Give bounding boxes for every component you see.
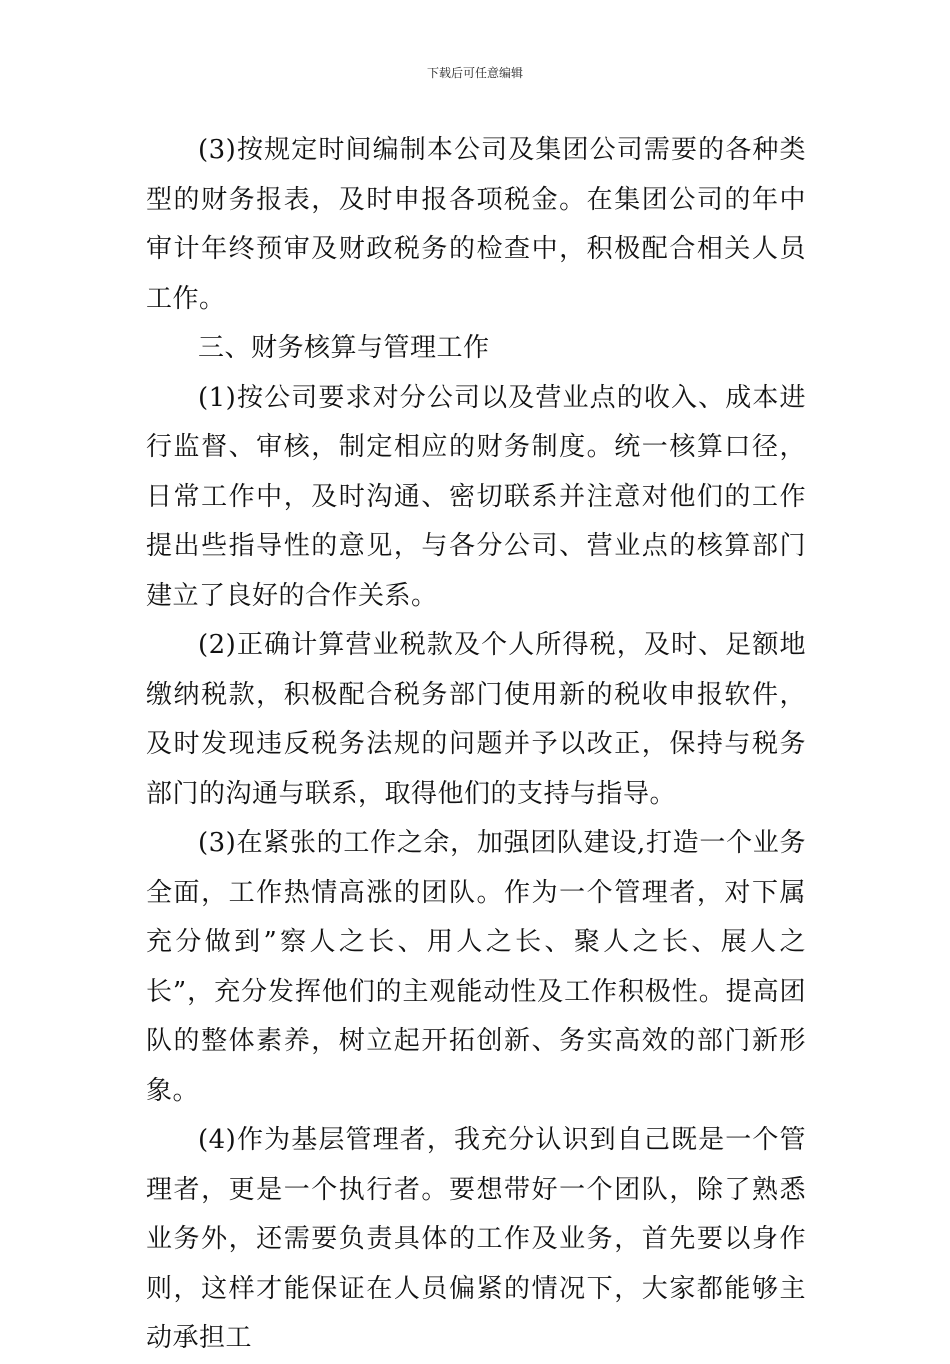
paragraph-branch-supervision: (1)按公司要求对分公司以及营业点的收入、成本进行监督、审核，制定相应的财务制度。统一核算口径，日常工作中，及时沟通、密切联系并注意对他们的工作提出些指导性的意见，与各分公司、营业点的核算部门建立了良好的合作关系。 xyxy=(146,382,806,611)
paragraph-financial-reports: (3)按规定时间编制本公司及集团公司需要的各种类型的财务报表，及时申报各项税金。在集团公司的年中审计年终预审及财政税务的检查中，积极配合相关人员工作。 xyxy=(146,135,806,314)
paragraph-team-building: (3)在紧张的工作之余，加强团队建设,打造一个业务全面，工作热情高涨的团队。作为一个管理者，对下属充分做到”察人之长、用人之长、聚人之长、展人之长”，充分发挥他们的主观能动性及工作积极性。提高团队的整体素养，树立起开拓创新、务实高效的部门新形象。 xyxy=(146,828,806,1106)
document-body xyxy=(146,126,806,1364)
page-header: 下载后可任意编辑 xyxy=(426,66,523,80)
paragraph-grassroots-manager: (4)作为基层管理者，我充分认识到自己既是一个管理者，更是一个执行者。要想带好一个团队，除了熟悉业务外，还需要负责具体的工作及业务，首先要以身作则，这样才能保证在人员偏紧的情况下，大家都能够主动承担工 xyxy=(146,1125,806,1353)
paragraph-tax-calculation: (2)正确计算营业税款及个人所得税，及时、足额地缴纳税款，积极配合税务部门使用新的税收申报软件，及时发现违反税务法规的问题并予以改正，保持与税务部门的沟通与联系，取得他们的支持与指导。 xyxy=(146,630,806,809)
section-heading-accounting-management: 三、财务核算与管理工作 xyxy=(198,333,490,363)
